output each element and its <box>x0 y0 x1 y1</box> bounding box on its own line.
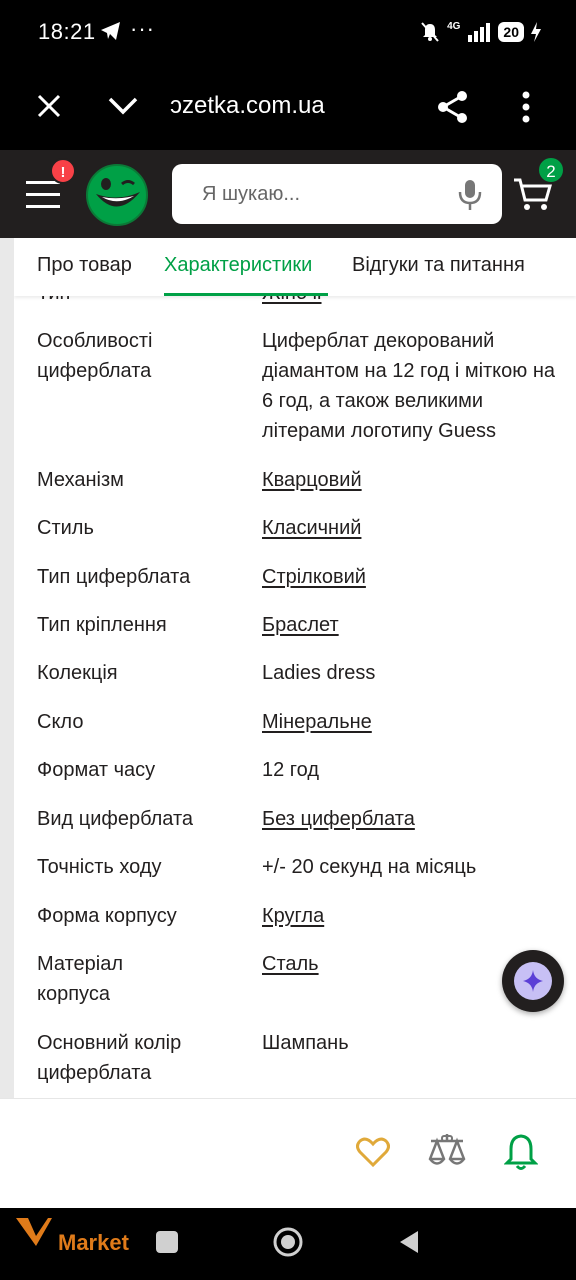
spec-value: +/- 20 секунд на місяць <box>262 856 477 878</box>
rozetka-logo[interactable] <box>84 162 150 228</box>
tab-characteristics[interactable]: Характеристики <box>164 254 313 276</box>
spec-label: Основний колір циферблата <box>37 1032 182 1084</box>
spec-value-link[interactable]: Мінеральне <box>262 711 372 733</box>
spec-value-link[interactable]: Класичний <box>262 517 362 539</box>
search-input[interactable] <box>202 164 442 224</box>
assistant-bubble <box>514 962 552 1000</box>
spec-label: Формат часу <box>37 759 156 781</box>
active-tab-indicator <box>164 293 328 296</box>
spec-label: Тип циферблата <box>37 566 191 588</box>
spec-value-link[interactable]: Браслет <box>262 614 339 636</box>
recent-apps-button[interactable] <box>156 1231 178 1253</box>
close-icon[interactable] <box>34 91 64 121</box>
spec-value-link[interactable]: Кварцовий <box>262 469 362 491</box>
product-action-bar <box>0 1098 576 1208</box>
spec-label: Механізм <box>37 469 124 491</box>
content-area <box>0 238 576 1098</box>
network-type: 4G <box>447 20 461 32</box>
compare-scales-icon[interactable] <box>428 1132 466 1172</box>
signal-icon <box>466 21 492 43</box>
browser-toolbar <box>0 64 576 150</box>
spec-label: Вид циферблата <box>37 808 194 830</box>
heart-icon[interactable] <box>356 1136 390 1168</box>
spec-label: Стиль <box>37 517 94 539</box>
charging-icon <box>530 21 542 43</box>
spec-label: Точність ходу <box>37 856 162 878</box>
telegram-icon <box>100 21 122 41</box>
status-right-group <box>419 18 542 46</box>
spec-value-link[interactable]: Без циферблата <box>262 808 415 830</box>
tab-reviews[interactable]: Відгуки та питання <box>352 254 525 276</box>
spec-label: Форма корпусу <box>37 905 177 927</box>
status-time: 18:21 <box>38 19 96 44</box>
spec-value: Ladies dress <box>262 662 376 684</box>
home-button-icon[interactable] <box>272 1226 304 1258</box>
back-button-icon[interactable] <box>398 1229 420 1255</box>
cart-count-badge: 2 <box>537 156 565 184</box>
spec-value-link[interactable]: Сталь <box>262 953 319 975</box>
bell-icon[interactable] <box>504 1132 538 1172</box>
tab-about[interactable]: Про товар <box>37 254 132 276</box>
more-vertical-icon[interactable] <box>514 90 538 124</box>
menu-alert-badge: ! <box>50 158 76 184</box>
search-box[interactable] <box>172 164 502 224</box>
spec-label: Особливості циферблата <box>37 330 153 382</box>
spec-value: Шампань <box>262 1032 349 1054</box>
mute-notifications-icon <box>419 21 441 43</box>
characteristics-card <box>14 238 576 1098</box>
watermark-text: Market <box>58 1230 129 1255</box>
product-tabs <box>14 238 576 296</box>
status-more-icon: ··· <box>130 16 155 41</box>
v-market-logo-icon <box>14 1214 54 1250</box>
battery-level: 20 <box>498 22 524 42</box>
chevron-down-icon[interactable] <box>106 93 140 119</box>
url-text[interactable]: ɔzetka.com.ua <box>170 92 325 119</box>
spec-label: Тип кріплення <box>37 614 167 636</box>
assistant-button[interactable] <box>502 950 564 1012</box>
spec-value: 12 год <box>262 759 320 781</box>
sparkle-icon <box>514 962 552 1000</box>
spec-value-link[interactable]: Стрілковий <box>262 566 366 588</box>
microphone-icon[interactable] <box>456 178 484 212</box>
spec-label: Матеріал корпуса <box>37 953 123 1005</box>
share-icon[interactable] <box>436 90 470 124</box>
spec-label: Колекція <box>37 662 118 684</box>
status-bar <box>0 0 576 64</box>
spec-value: Циферблат декорований діамантом на 12 год і міткою на 6 год, а також великими літерами логотипу Guess <box>262 330 555 442</box>
spec-label: Скло <box>37 711 84 733</box>
spec-value-link[interactable]: Кругла <box>262 905 325 927</box>
